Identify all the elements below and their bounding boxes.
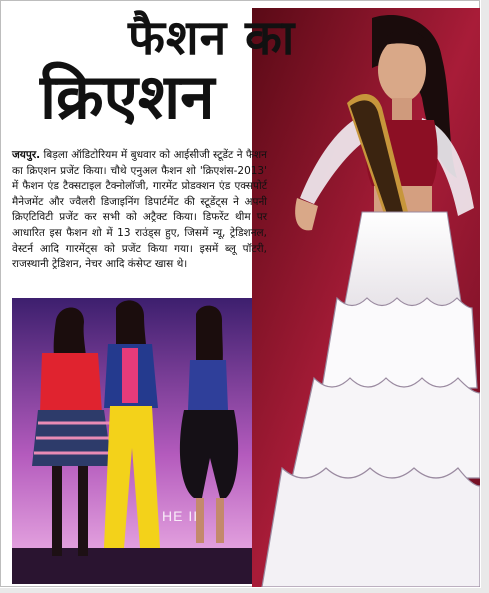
headline-line-2: क्रिएशन <box>40 60 215 133</box>
dateline: जयपुर. <box>12 149 41 161</box>
model-photo <box>252 8 480 587</box>
group-illustration <box>12 298 252 584</box>
stage-sign-text: HE II <box>162 508 199 524</box>
article-body <box>12 148 267 273</box>
gutter-right <box>481 0 489 593</box>
group-runway-photo <box>12 298 252 584</box>
article-text: बिड़ला ऑडिटोरियम में बुधवार को आईसीजी स्टूडेंट ने फैशन का क्रिएशन प्रजेंट किया। चौथे एनुअल फैशन शो 'क्रिएशंस-2013' में फैशन एंड टैक्सटाइल टैक्नोलॉजी, गारमेंट प्रोडक्शन एंड एक्सपोर्ट मैनेजमेंट और ज्वैलरी डिजाइनिंग डिपार्टमेंट की स्टूडेंट्स ने अपनी क्रिएटिविटी प्रजेंट कर सभी को अट्रैक्ट किया। डिफरेंट थीम पर आधारित इस फैशन शो में 13 राउंड्स हुए, जिसमें न्यू, ट्रेडिशनल, वेस्टर्न आदि गारमेंट्स को प्रजेंट किया गया। इसमें ब्लू पॉटरी, राजस्थानी ट्रेडिशन, नेचर आदि कंसेप्ट खास थे। <box>12 149 267 271</box>
model-illustration <box>252 8 480 587</box>
headline-line-1: फैशन का <box>128 10 296 66</box>
gutter-bottom <box>0 588 489 593</box>
